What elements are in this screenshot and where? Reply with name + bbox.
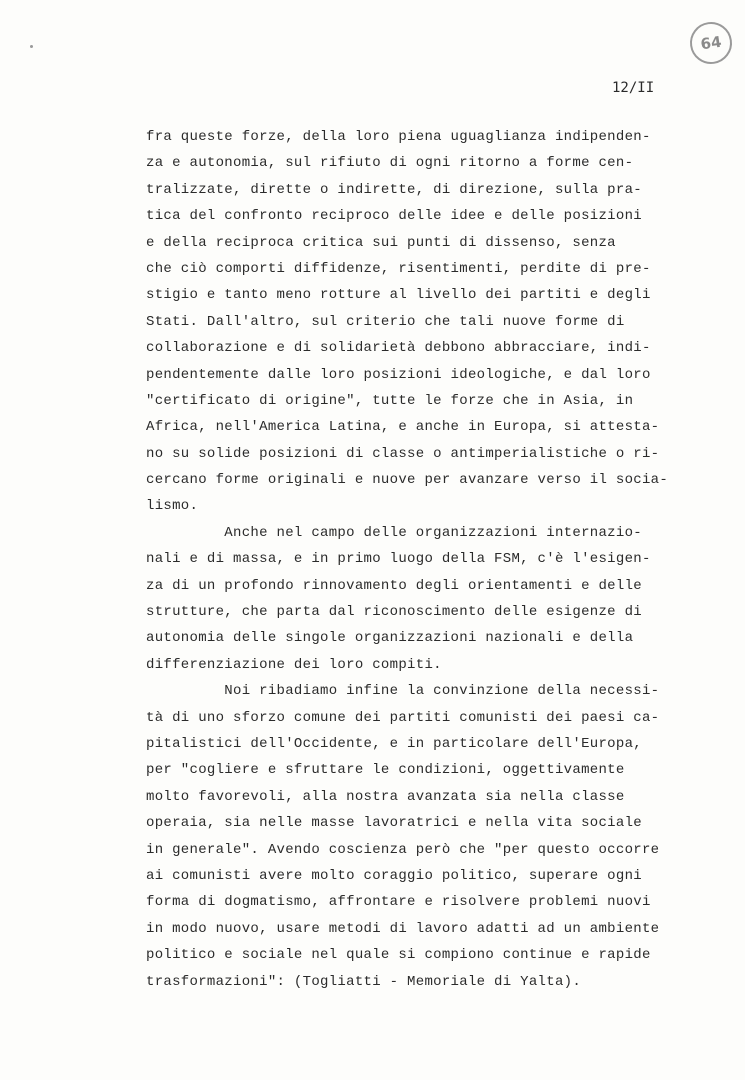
text-line: lismo. [146, 498, 199, 515]
text-line: cercano forme originali e nuove per avanzare verso il socia- [146, 472, 669, 489]
text-line: autonomia delle singole organizzazioni nazionali e della [146, 630, 634, 647]
text-line: forma di dogmatismo, affrontare e risolvere problemi nuovi [146, 894, 651, 911]
text-line: pitalistici dell'Occidente, e in particolare dell'Europa, [146, 735, 642, 752]
text-line: tralizzate, dirette o indirette, di direzione, sulla pra- [146, 181, 642, 198]
text-line: per "cogliere e sfruttare le condizioni, oggettivamente [146, 762, 625, 779]
text-line: in generale". Avendo coscienza però che "per questo occorre [146, 841, 660, 858]
text-line: in modo nuovo, usare metodi di lavoro adatti ad un ambiente [146, 920, 660, 937]
text-line: Africa, nell'America Latina, e anche in Europa, si attesta- [146, 419, 660, 436]
text-line: za di un profondo rinnovamento degli orientamenti e delle [146, 577, 642, 594]
text-line: tà di uno sforzo comune dei partiti comunisti dei paesi ca- [146, 709, 660, 726]
text-line: stigio e tanto meno rotture al livello dei partiti e degli [146, 287, 651, 304]
text-line: collaborazione e di solidarietà debbono abbracciare, indi- [146, 340, 651, 357]
text-line: fra queste forze, della loro piena uguaglianza indipenden- [146, 129, 651, 145]
archive-stamp: 64 [687, 19, 734, 66]
text-line: pendentemente dalle loro posizioni ideologiche, e dal loro [146, 366, 651, 383]
text-line: operaia, sia nelle masse lavoratrici e nella vita sociale [146, 815, 642, 832]
text-line: tica del confronto reciproco delle idee e delle posizioni [146, 208, 642, 225]
text-line: molto favorevoli, alla nostra avanzata sia nella classe [146, 788, 625, 805]
text-line: politico e sociale nel quale si compiono continue e rapide [146, 947, 651, 964]
text-line: differenziazione dei loro compiti. [146, 656, 442, 673]
margin-mark [30, 45, 33, 48]
text-line: ai comunisti avere molto coraggio politico, superare ogni [146, 867, 642, 884]
body-text [146, 124, 706, 995]
text-line: strutture, che parta dal riconoscimento delle esigenze di [146, 604, 642, 621]
text-line: za e autonomia, sul rifiuto di ogni ritorno a forme cen- [146, 155, 634, 172]
page-number: 12/II [612, 80, 655, 96]
text-line: Anche nel campo delle organizzazioni internazio- [146, 524, 642, 541]
text-line: "certificato di origine", tutte le forze che in Asia, in [146, 392, 634, 409]
text-line: Stati. Dall'altro, sul criterio che tali nuove forme di [146, 313, 625, 330]
text-line: Noi ribadiamo infine la convinzione della necessi- [146, 683, 660, 700]
text-line: che ciò comporti diffidenze, risentimenti, perdite di pre- [146, 260, 651, 277]
text-line: nali e di massa, e in primo luogo della FSM, c'è l'esigen- [146, 551, 651, 568]
text-line: no su solide posizioni di classe o antimperialistiche o ri- [146, 445, 660, 462]
text-line: trasformazioni": (Togliatti - Memoriale di Yalta). [146, 973, 582, 990]
text-line: e della reciproca critica sui punti di dissenso, senza [146, 234, 616, 251]
